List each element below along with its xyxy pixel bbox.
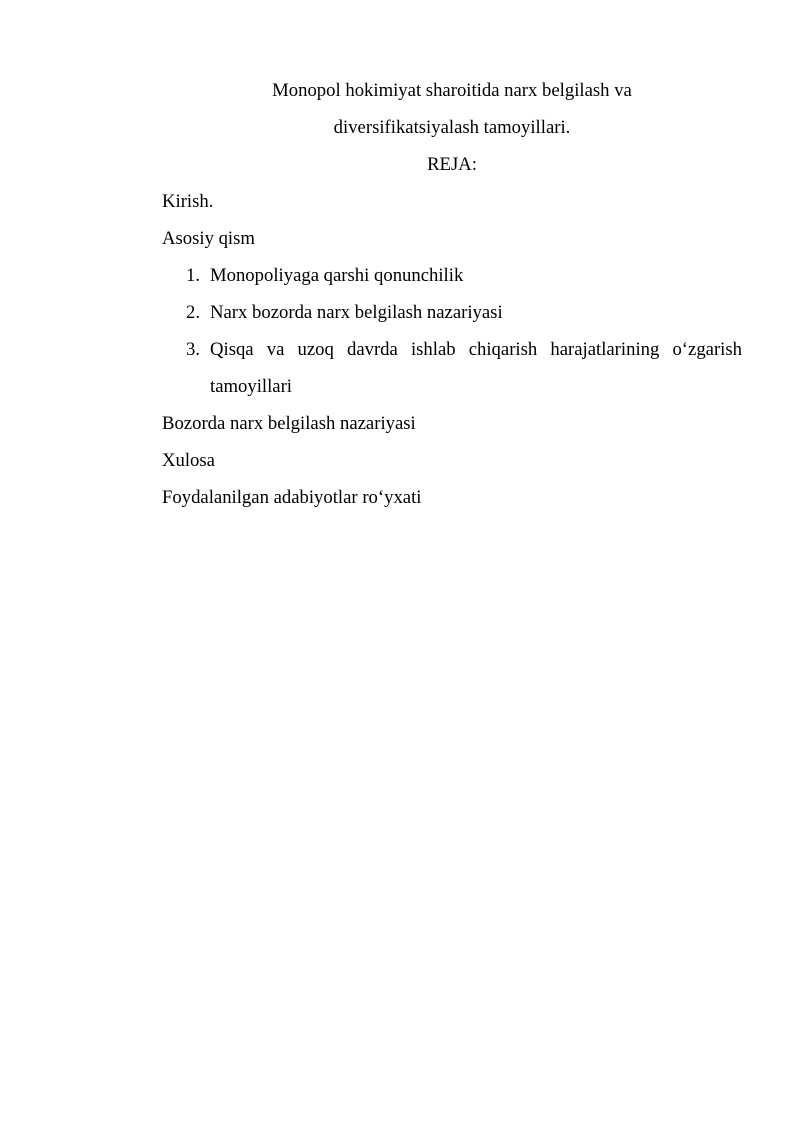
title-line-1: Monopol hokimiyat sharoitida narx belgilash va [272,80,632,101]
list-item-number: 2. [186,302,201,323]
document-content [162,72,742,516]
title-line-2: diversifikatsiyalash tamoyillari. [333,117,571,138]
plan-list-item [162,294,742,331]
main-part-entry: Asosiy qism [162,228,255,249]
plan-list [162,257,742,405]
intro-entry: Kirish. [162,191,214,212]
list-item-number: 1. [186,265,201,286]
plan-list-item [162,331,742,405]
conclusion-entry: Xulosa [162,450,215,471]
references-entry: Foydalanilgan adabiyotlar ro‘yxati [162,487,422,508]
list-item-number: 3. [186,339,201,360]
list-item-text: Narx bozorda narx belgilash nazariyasi [210,302,503,323]
plan-list-item [162,257,742,294]
document-title [162,72,742,146]
plan-heading: REJA: [427,154,477,175]
market-section-entry: Bozorda narx belgilash nazariyasi [162,413,416,434]
list-item-text: Qisqa va uzoq davrda ishlab chiqarish harajatlarining o‘zgarish tamoyillari [210,339,742,397]
list-item-text: Monopoliyaga qarshi qonunchilik [210,265,464,286]
